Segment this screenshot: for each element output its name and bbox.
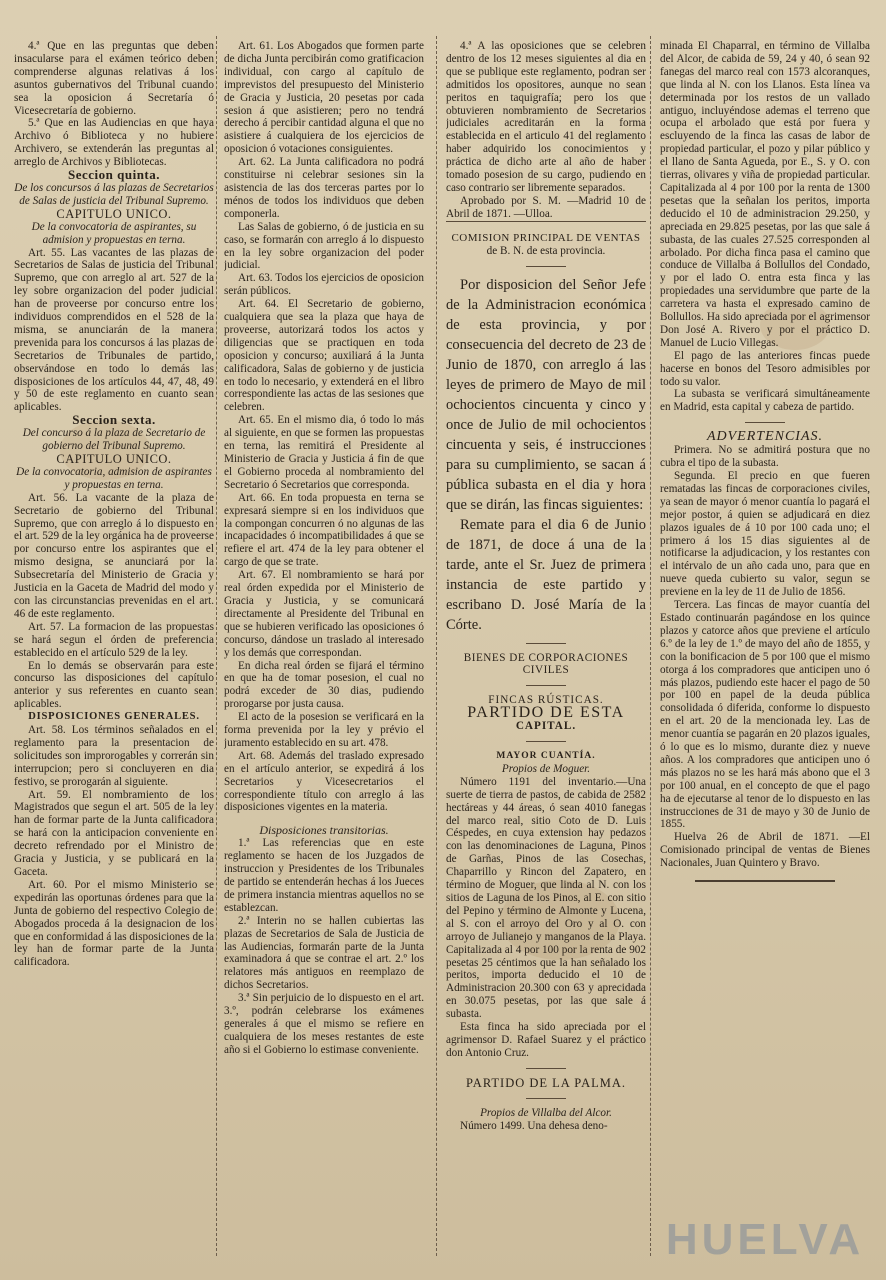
paragraph: 4.ª Que en las preguntas que deben insacularse para el exámen teórico deben comprenderse algunas relativas á los asuntos gubernativos del Tribunal cuando sea la oposicion á Secretaría ó Vicesecretaría de gobierno.: [14, 40, 214, 117]
article-66: Art. 66. En toda propuesta en terna se expresará siempre si en los individuos que la compongan concurren ó no algunas de las incapacidades ó incompatibilidades á que se refiere el art. 474 de la ley para obtener el cargo de que se trate.: [224, 491, 424, 569]
chapter-heading: CAPITULO UNICO.: [56, 206, 172, 221]
column-1: [14, 40, 214, 969]
signature-line: Huelva 26 de Abril de 1871. —El Comisionado principal de ventas de Bienes Nacionales, Juan Quintero y Bravo.: [660, 831, 870, 870]
paragraph: En lo demás se observarán para este concurso las disposiciones del capítulo anterior y sus referentes en cuanto sean aplicables.: [14, 659, 214, 711]
chapter-heading: CAPITULO UNICO.: [56, 452, 172, 466]
section-subheading: De los concursos á las plazas de Secretarios de Salas de justicia del Tribunal Supremo.: [14, 181, 214, 207]
section-subheading: Del concurso á la plaza de Secretario de gobierno del Tribunal Supremo.: [22, 427, 206, 453]
owner-heading: Propios de Villalba del Alcor.: [480, 1106, 612, 1119]
paragraph: Las Salas de gobierno, ó de justicia en su caso, se formarán con arreglo á lo dispuesto en la ley sobre organizacion del poder judicial.: [224, 220, 424, 272]
general-provisions-heading: DISPOSICIONES GENERALES.: [28, 711, 200, 723]
lot-1499: Número 1499. Una dehesa deno-: [460, 1119, 608, 1132]
article-67: Art. 67. El nombramiento se hará por real órden expedida por el Ministerio de Gracia y Justicia, y se comunicará directamente al Presidente del Tribunal en que se hubieren verificado las oposiciones ó concurso, dándose un traslado al interesado y los demás que correspondan.: [224, 569, 424, 659]
rustic-estates-heading: FINCAS RÚSTICAS.: [488, 694, 604, 707]
article-65: Art. 65. En el mismo dia, ó todo lo más al siguiente, en que se formen las propuestas en terna, las remitirá el Presidente al Ministerio de Gracia y Justicia á fin de que el Gobierno proceda al nombramiento del Secretario ó Secretarios que corresponda.: [224, 414, 424, 491]
chapter-subheading: De la convocatoria de aspirantes, su admision y propuestas en terna.: [31, 220, 197, 246]
article-60: Art. 60. Por el mismo Ministerio se expedirán las oportunas órdenes para que la Junta de gobierno del respectivo Colegio de Abogados proceda á la designacion de los que en conformidad á las disposiciones de la ley han de formar parte de la Junta calificadora.: [14, 878, 214, 969]
divider: [526, 741, 566, 742]
paragraph: 5.ª Que en las Audiencias en que haya Archivo ó Biblioteca y no hubiere Archivero, se extenderán las preguntas al arreglo de Archivos y Bibliotecas.: [14, 117, 214, 169]
divider: [526, 1098, 566, 1099]
auction-notice: Por disposicion del Señor Jefe de la Administracion económica de esta provincia, y por consecuencia del decreto de 23 de Junio de 1870, con arreglo á las leyes de primero de Mayo de mil ochocientos cincuenta y cinco y once de Julio de mil ochocientos cincuenta y seis, é instrucciones para su cumplimiento, se sacan á pública subasta en el dia y hora que se dirán, las fincas siguientes:: [446, 276, 646, 513]
article-61: Art. 61. Los Abogados que formen parte de dicha Junta percibirán como gratificacion individual, con cargo al capítulo de imprevistos del presupuesto del Ministerio de Gracia y Justicia, 20 pesetas por cada sesion á que asistieren; pero no tendrá derecho á percibir cantidad alguna el que no asistiere á cualquiera de los ejercicios de oposicion ó votaciones consiguientes.: [224, 40, 424, 156]
notices-heading: ADVERTENCIAS.: [706, 429, 824, 445]
paragraph: El pago de las anteriores fincas puede hacerse en bonos del Tesoro admisibles por todo su valor.: [660, 349, 870, 388]
article-57: Art. 57. La formacion de las propuestas se hará segun el órden de preferencia establecido en el artículo 529 de la ley.: [14, 620, 214, 659]
article-55: Art. 55. Las vacantes de las plazas de Secretarios de Salas de justicia del Tribunal Supremo, que con arreglo al art. 527 de la ley sobre organizacion del poder judicial han de proveerse por concurso entre los individuos comprendidos en el 528 de la misma, se anunciarán de la manera prevenida para los concursos á las plazas de Secretarios de Tribunales de partido, observándose en todo lo demás las disposiciones de los artículos 44, 47, 48, 49 y 50 de este reglamento en cuanto sean aplicables.: [14, 246, 214, 414]
auction-date: Remate para el dia 6 de Junio de 1871, de doce á una de la tarde, ante el Sr. Juez de primera instancia de este partido y escribano D. José María de la Córte.: [446, 516, 646, 633]
column-rule: [436, 36, 437, 1256]
article-56: Art. 56. La vacante de la plaza de Secretario de gobierno del Tribunal Supremo, que con arreglo á lo dispuesto en el art. 529 de la ley orgánica ha de proveerse por concurso entre los aspirantes que el mismo designa, se anunciará por la Subsecretaría del Ministerio de Gracia y Justicia en la Gaceta de Madrid del modo y con las circunstancias prevenidas en el art. 46 de este reglamento.: [14, 491, 214, 620]
corporations-heading: BIENES DE CORPORACIONES CIVILES: [463, 651, 629, 677]
transitional-3: 3.ª Sin perjuicio de lo dispuesto en el art. 3.º, podrán celebrarse los exámenes generales á que el mismo se refiere en cualquiera de los meses restantes de este año si el Gobierno lo estimase conveniente.: [224, 992, 424, 1056]
major-value-heading: MAYOR CUANTÍA.: [496, 751, 596, 762]
district-heading: PARTIDO DE LA PALMA.: [465, 1075, 626, 1090]
column-rule: [216, 36, 217, 1256]
column-rule: [650, 36, 651, 1256]
transitional-4: 4.ª A las oposiciones que se celebren dentro de los 12 meses siguientes al dia en que se publique este reglamento, podran ser admitidos los opositores, aunque no sean peritos en taquigrafía; pero los que obtuvieren nombramiento de Secretarios judiciales acreditarán en la forma establecida en el articulo 41 del reglamento haber adquirido los conocimientos y práctica de dicho arte al año de haber tomado posesion de su cargo, pudiendo en caso contrario ser libremente separados.: [446, 40, 646, 194]
paragraph: El acto de la posesion se verificará en la forma prevenida por la ley y prévio el juramento establecido en su art. 478.: [224, 711, 424, 749]
transitional-heading: Disposiciones transitorias.: [259, 823, 389, 838]
article-64: Art. 64. El Secretario de gobierno, cualquiera que sea la plaza que haya de proveerse, autorizará todos los actos y diligencias que se practiquen en toda oposicion y concurso; auxiliará á la Junta calificadora, Salas de gobierno y de justicia en todo lo necesario, y extenderá en el libro correspondiente las actas de las sesiones que celebren.: [224, 298, 424, 414]
notice-third: Tercera. Las fincas de mayor cuantía del Estado continuarán pagándose en los quince plazos y catorce años que previene el artículo 6.º de la ley de 1.º de mayo del año de 1855, y con la bonificacion de 5 por 100 que el mismo otorga á los compradores que anticipen uno ó más plazos, pudiendo este hacer el pago de 50 por 100 en papel de la deuda pública consolidada ó diferida, conforme lo dispuesto en el art. 20 de la mencionada ley. Las de menor cuantía se pagarán en 20 plazos iguales, ó lo que es lo mismo, durante diez y nueve años. A los compradores que anticipen uno ó más plazos no se les hará más abono que el 3 por 100 anual, en el concepto de que el pago ha de ejecutarse al tenor de lo dispuesto en las instrucciones de 31 de mayo y 30 de Junio de 1855.: [660, 599, 870, 831]
divider: [526, 685, 566, 686]
chapter-subheading: De la convocatoria, admision de aspirantes y propuestas en terna.: [16, 465, 212, 491]
article-59: Art. 59. El nombramiento de los Magistrados que segun el art. 505 de la ley han de formar parte de la Junta calificadora se hará con la anticipacion conveniente en decreto refrendado por el Ministro de Gracia y Justicia, y se publicará en la Gaceta.: [14, 788, 214, 878]
lot-1191: Número 1191 del inventario.—Una suerte de tierra de pastos, de cabida de 2582 hectáreas y 44 áreas, ó sean 4010 fanegas del marco real, sitio Coto de D. Luis Céspedes, en cuya extension hay pedazos con las denominaciones de Laguna, Pinos de Garñas, Pinos de las Cosechas, Chaparrillo y Rincon del Zapatero, en término de Moguer, que linda al N. con los sitios de Laguna de los Pinos, al E. con sitio del Pepino y término de Almonte y Lucena, al S. con el arroyo del Oro y al O. con arroyo de Julianejo y manganos de la Playa. Capitalizada al 4 por 100 por la renta de 902 pesetas 25 céntimos que la han señalado los peritos, importa deducido el 10 de Administracion 20.300 con 63 y aprecidada en 30.075 pesetas, por las que sale á subasta.: [446, 775, 646, 1021]
transitional-2: 2.ª Interin no se hallen cubiertas las plazas de Secretarios de Sala de Justicia de las Audiencias, formarán parte de la Junta examinadora á que se contrae el art. 2.º los relatores más antiguos en reemplazo de dichos Secretarios.: [224, 914, 424, 992]
section-heading: Seccion quinta.: [67, 167, 160, 183]
approval-line: Aprobado por S. M. —Madrid 10 de Abril de 1871. —Ulloa.: [446, 194, 646, 220]
section-heading: Seccion sexta.: [72, 412, 156, 428]
divider: [695, 880, 835, 882]
commission-subheading: de B. N. de esta provincia.: [486, 244, 606, 257]
capital-heading: CAPITAL.: [515, 720, 577, 733]
notice-first: Primera. No se admitirá postura que no cubra el tipo de la subasta.: [660, 444, 870, 470]
paragraph: Esta finca ha sido apreciada por el agrimensor D. Rafael Suarez y el práctico don Antonio Cruz.: [446, 1021, 646, 1059]
article-68: Art. 68. Además del traslado expresado en el artículo anterior, se expedirá á los Secretarios y Vicesecretarios el correspondiente título con arreglo á las disposiciones vigentes en la materia.: [224, 749, 424, 814]
divider: [526, 643, 566, 644]
paragraph: En dicha real órden se fijará el término en que ha de tomar posesion, el cual no podrá exceder de 30 dias, pudiendo prorogarse por justa causa.: [224, 659, 424, 711]
watermark-stamp: HUELVA: [665, 1215, 865, 1264]
transitional-1: 1.ª Las referencias que en este reglamento se hacen de los Juzgados de instruccion y Presidentes de los Tribunales de partido se entenderán hechas á los Jueces de primera instancia mientras aquellos no se establezcan.: [224, 837, 424, 914]
divider: [745, 422, 785, 423]
article-62: Art. 62. La Junta calificadora no podrá constituirse ni celebrar sesiones sin la asistencia de las dos terceras partes por lo ménos de todos los individuos que deben componerla.: [224, 156, 424, 220]
paragraph: La subasta se verificará simultáneamente en Madrid, esta capital y cabeza de partido.: [660, 388, 870, 414]
owner-heading: Propios de Moguer.: [501, 762, 591, 775]
article-58: Art. 58. Los términos señalados en el reglamento para la presentacion de solicitudes son improrogables y correrán sin interrupcion; pero si concluyeren en dia festivo, se prorogarán al siguiente.: [14, 724, 214, 788]
column-4: [660, 40, 870, 882]
divider: [526, 1068, 566, 1069]
notice-second: Segunda. El precio en que fueren rematadas las fincas de corporaciones civiles, ya sean de mayor ó menor cuantía lo pagará el mejor postor, á quien se adjudicará en diez plazos iguales de á 10 por 100 cada uno; el primero á los 15 dias siguientes al de notificarse la adjudicacion, y los restantes con el intérvalo de un año cada uno, para que en nueve queda cubierto su valor, segun se previene en la ley de 11 de Julio de 1856.: [660, 470, 870, 599]
lot-1499-continued: minada El Chaparral, en término de Villalba del Alcor, de cabida de 59, 24 y 40, ó sean 92 fanegas del marco real con 1573 alcoranques, que linda al N. con los Llanos. Esta línea va determinada por los restos de un vallado antiguo, incluyéndose ademas el terreno que ocupa el arbolado que está por fuera y escluyendo de la finca las casas de labor de propiedad particular, el pozo y pilar público y el llano de Santa Agueda, por E., S. y O. con tierras, olivares y viña de propiedad particular. Capitalizada al 4 por 100 por la renta de 1300 pesetas que la señalan los peritos, importa deducido el 10 de administracion 29.250, y apreciada en 29.825 pesetas, por las que sale á subasta, de las cuales 27.525 corresponden al arbolado. Por dicha finca pasa el camino que conduce de Villalba á Bollullos del Condado, y por el lado O. entra esta finca y las propiedades una servidumbre que parte de la carretera va hasta el expresado camino de Bollullos. Ha sido apreciada por el agrimensor Don José A. Rivero y por el práctico D. Manuel de Lucio Villegas.: [660, 40, 870, 349]
column-2: [224, 40, 424, 1057]
commission-heading: COMISION PRINCIPAL DE VENTAS: [446, 221, 646, 245]
district-heading: PARTIDO DE ESTA: [467, 704, 625, 722]
column-3: [446, 40, 646, 1133]
divider: [526, 266, 566, 267]
article-63: Art. 63. Todos los ejercicios de oposicion serán públicos.: [224, 272, 424, 298]
